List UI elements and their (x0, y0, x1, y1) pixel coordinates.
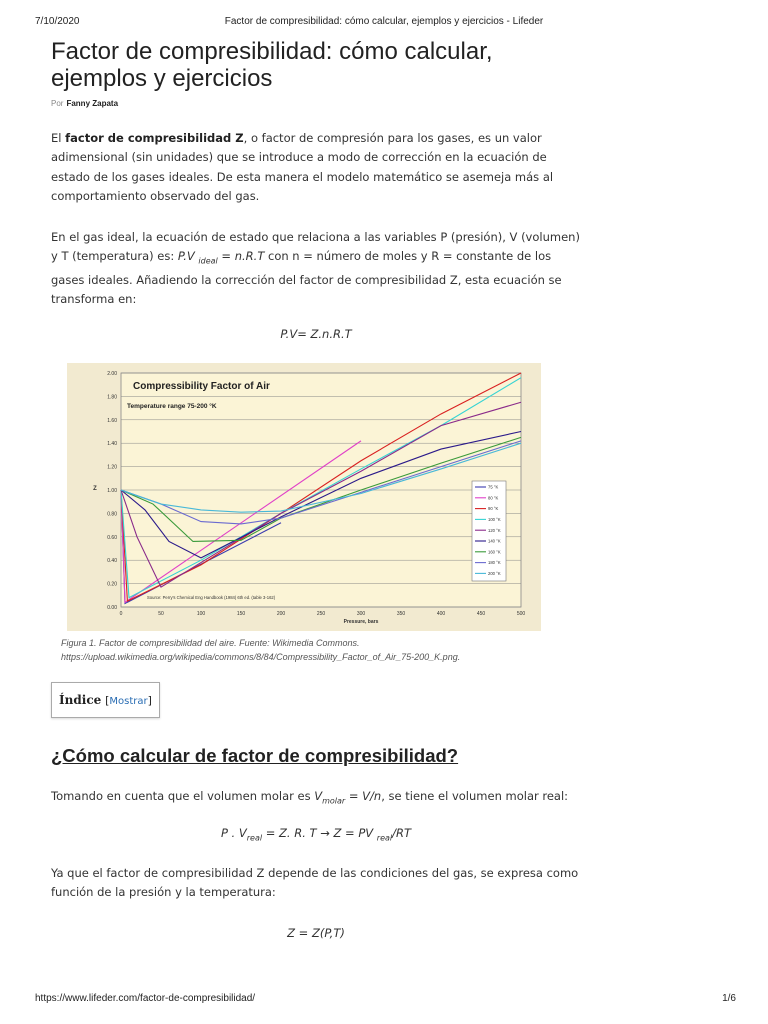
y-tick-label: 1.80 (107, 394, 117, 401)
toc-show-link[interactable]: Mostrar (109, 696, 148, 707)
y-tick-label: 1.40 (107, 441, 117, 448)
x-tick-label: 50 (158, 611, 164, 617)
figure-caption (61, 637, 561, 664)
compressibility-chart (67, 363, 541, 631)
eq2-sub1: real (246, 833, 263, 843)
legend-label: 160 °K (488, 549, 501, 555)
legend-label: 100 °K (488, 517, 501, 522)
print-document-title: Factor de compresibilidad: cómo calcular, ejemplos y ejercicios - Lifeder (224, 16, 544, 27)
legend-label: 140 °K (488, 538, 501, 544)
article-title: Factor de compresibilidad: cómo calcular, ejemplos y ejercicios (51, 38, 493, 92)
byline (51, 99, 118, 108)
figure-caption-line1: Figura 1. Factor de compresibilidad del aire. Fuente: Wikimedia Commons. (61, 638, 360, 648)
equation-real-volume (51, 826, 581, 842)
x-tick-label: 300 (356, 611, 366, 617)
intro-rest: , o factor de compresión para los gases, es un valor adimensional (sin unidades) que se introduce a modo de corrección en la ecuación de estado de los gases ideales. De esta manera el modelo matemático se asemeja más al comportamiento observado del gas. (51, 131, 554, 203)
y-tick-label: 0.60 (107, 534, 117, 541)
pressure-temperature-paragraph: Ya que el factor de compresibilidad Z depende de las condiciones del gas, se expresa como función de la presión y la temperatura: (51, 866, 579, 900)
y-tick-label: 1.00 (107, 488, 117, 494)
byline-prefix: Por (51, 99, 64, 108)
author-name[interactable]: Fanny Zapata (66, 99, 119, 108)
print-page-number: 1/6 (722, 993, 736, 1004)
molar-text-e: , se tiene el volumen molar real: (381, 789, 569, 803)
y-tick-label: 0.00 (107, 605, 117, 611)
y-tick-label: 0.20 (107, 581, 117, 588)
x-tick-label: 250 (316, 611, 326, 617)
molar-volume-paragraph (51, 787, 581, 811)
intro-bold-term: factor de compresibilidad Z (65, 131, 244, 145)
y-tick-label: 1.60 (107, 417, 117, 424)
legend-label: 180 °K (488, 560, 501, 566)
ideal-gas-eq-pv: P.V (177, 249, 199, 264)
ideal-gas-text-e: con n = número de moles y R = constante de los gases ideales. Añadiendo la corrección del factor de compresibilidad Z, esta ecuación se transforma en: (51, 249, 562, 307)
eq2-e: /RT (392, 826, 412, 840)
legend-label: 80 °K (488, 495, 499, 501)
x-tick-label: 500 (516, 611, 526, 617)
intro-paragraph (51, 129, 581, 206)
legend-label: 90 °K (488, 506, 499, 512)
section-heading-calculate: ¿Cómo calcular de factor de compresibilidad? (51, 745, 459, 766)
toc-bracket-close: ] (147, 694, 152, 707)
equation-pv-znrt: P.V= Z.n.R.T (280, 327, 352, 341)
y-tick-label: 0.80 (107, 511, 117, 518)
chart-title: Compressibility Factor of Air (133, 381, 270, 392)
molar-vn: = V/n (345, 789, 382, 803)
chart-subtitle: Temperature range 75-200 °K (127, 403, 217, 410)
table-of-contents-box (51, 682, 160, 718)
x-tick-label: 450 (476, 611, 486, 617)
figure-caption-line2: https://upload.wikimedia.org/wikipedia/commons/8/84/Compressibility_Factor_of_Air_75-200_K.png. (61, 651, 461, 662)
ideal-gas-paragraph (51, 228, 581, 309)
molar-text-a: Tomando en cuenta que el volumen molar es (51, 789, 315, 803)
legend-label: 120 °K (488, 527, 501, 533)
ideal-gas-eq-nrt: = n.R.T (217, 249, 265, 264)
x-tick-label: 400 (436, 611, 446, 617)
print-url: https://www.lifeder.com/factor-de-compresibilidad/ (35, 993, 256, 1004)
x-tick-label: 100 (196, 611, 206, 617)
molar-v: V (314, 789, 323, 803)
x-tick-label: 0 (119, 611, 123, 617)
equation-z-function: Z = Z(P,T) (287, 926, 345, 940)
legend-label: 200 °K (488, 571, 501, 576)
molar-sub: molar (322, 796, 346, 806)
legend-label: 75 °K (488, 484, 499, 490)
x-tick-label: 350 (396, 611, 406, 617)
intro-lead: El (51, 131, 66, 145)
ideal-gas-eq-sub: ideal (198, 256, 218, 266)
y-tick-label: 2.00 (107, 371, 117, 377)
x-axis-label: Pressure, bars (343, 619, 379, 625)
y-tick-label: 0.40 (107, 558, 117, 565)
x-tick-label: 150 (236, 611, 246, 617)
eq2-a: P . V (220, 826, 247, 840)
eq2-sub2: real (376, 833, 393, 843)
toc-label: Índice (59, 693, 102, 707)
eq2-c: = Z. R. T → Z = PV (262, 826, 377, 840)
toc-bracket-open: [ (105, 694, 110, 707)
print-date: 7/10/2020 (35, 16, 80, 27)
y-axis-label: Z (93, 486, 97, 492)
y-tick-label: 1.20 (107, 464, 117, 471)
chart-source-note: Source: Perry's Chemical Eng Handbook (1984) 6th ed. (table 3-162) (147, 595, 276, 600)
x-tick-label: 200 (276, 611, 286, 617)
ideal-gas-text-a: En el gas ideal, la ecuación de estado que relaciona a las variables P (presión), V (volumen) y T (temperatura) es: (51, 230, 580, 264)
